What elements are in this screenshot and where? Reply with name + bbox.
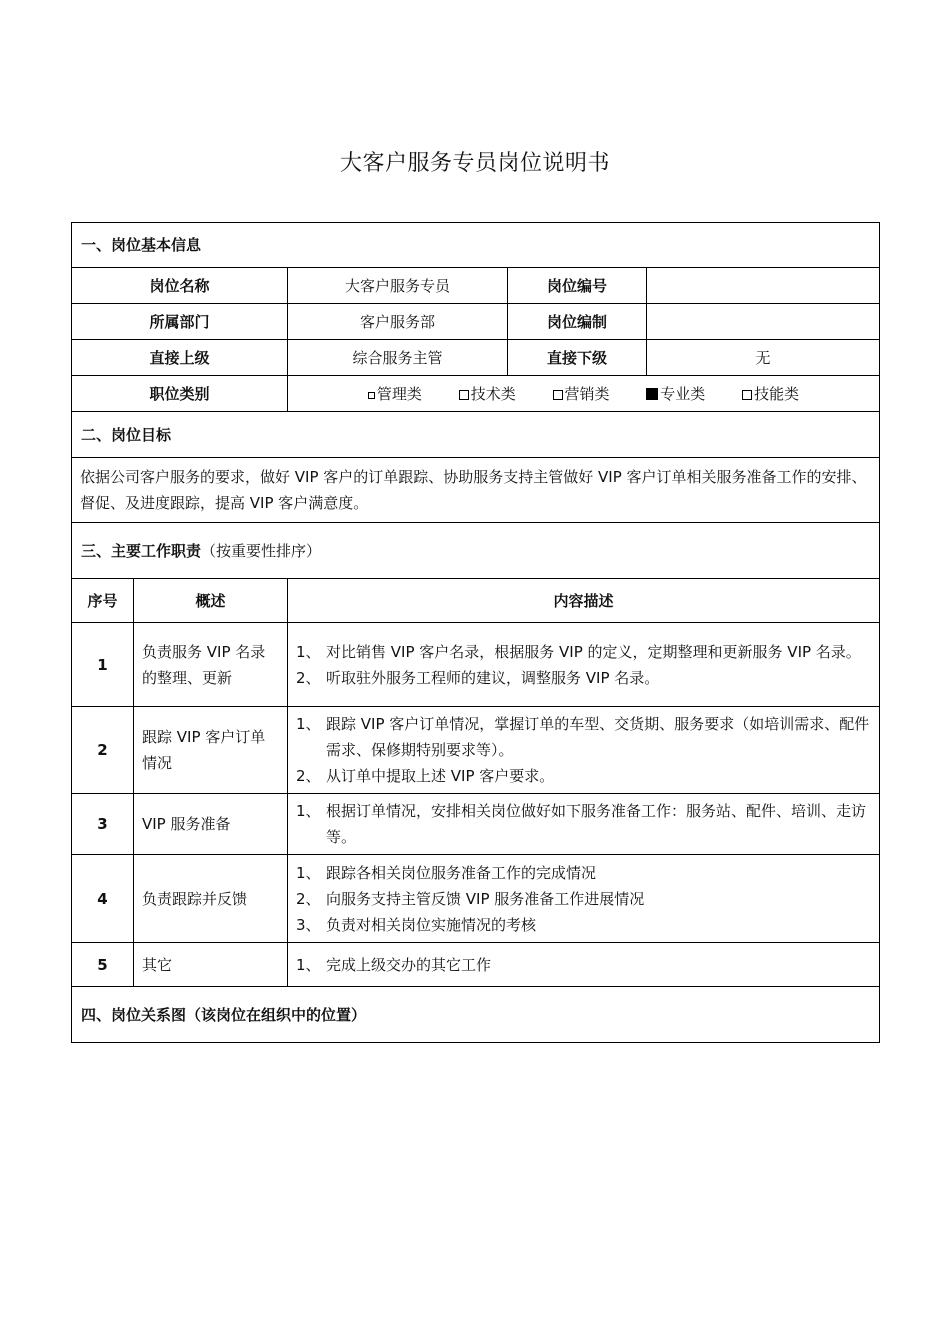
item-number: 2、 (296, 668, 321, 687)
item-number: 1、 (296, 802, 321, 820)
field-label: 所属部门 (72, 304, 288, 340)
duty-row (72, 707, 880, 794)
field-label: 直接上级 (72, 340, 288, 376)
category-label: 管理类 (376, 384, 422, 403)
category-option[interactable] (459, 381, 516, 407)
field-label: 岗位编制 (508, 304, 647, 340)
duty-item (296, 952, 871, 978)
duty-row (72, 855, 880, 943)
section-basic-info (72, 223, 880, 268)
category-row (72, 376, 880, 412)
duty-summary: 负责服务 VIP 名录的整理、更新 (134, 623, 288, 707)
objective-text: 依据公司客户服务的要求，做好 VIP 客户的订单跟踪、协助服务支持主管做好 VIP 客户订单相关服务准备工作的安排、督促、及进度跟踪，提高 VIP 客户满意度。 (72, 458, 880, 523)
column-header: 概述 (134, 579, 288, 623)
info-row (72, 304, 880, 340)
field-value: 客户服务部 (288, 304, 508, 340)
category-option[interactable] (368, 381, 422, 407)
item-number: 3、 (296, 915, 321, 934)
duty-description (288, 943, 880, 987)
item-text: 跟踪 VIP 客户订单情况，掌握订单的车型、交货期、服务要求（如培训需求、配件需求、保修期特别要求等）。 (326, 715, 870, 759)
field-value (647, 304, 880, 340)
item-number: 1、 (296, 955, 321, 974)
item-text: 向服务支持主管反馈 VIP 服务准备工作进展情况 (326, 889, 645, 908)
duty-number: 1 (72, 623, 134, 707)
item-text: 完成上级交办的其它工作 (326, 955, 492, 974)
section-heading: 二、岗位目标 (72, 412, 880, 458)
category-option[interactable] (646, 381, 705, 407)
item-text: 从订单中提取上述 VIP 客户要求。 (326, 767, 555, 785)
category-label: 技术类 (470, 384, 516, 403)
column-header: 内容描述 (288, 579, 880, 623)
category-label: 营销类 (564, 384, 610, 403)
duty-item (296, 665, 871, 691)
duty-summary: 负责跟踪并反馈 (134, 855, 288, 943)
job-description-table (71, 222, 880, 1043)
item-number: 1、 (296, 863, 321, 882)
field-label: 职位类别 (72, 376, 288, 412)
item-number: 2、 (296, 767, 321, 785)
objective-row (72, 458, 880, 523)
section-heading: 四、岗位关系图（该岗位在组织中的位置） (72, 987, 880, 1043)
field-label: 岗位编号 (508, 268, 647, 304)
field-value: 大客户服务专员 (288, 268, 508, 304)
duty-description (288, 707, 880, 794)
checkbox-icon (742, 390, 752, 400)
item-number: 1、 (296, 642, 321, 661)
field-value (647, 268, 880, 304)
category-option[interactable] (553, 381, 610, 407)
duty-number: 4 (72, 855, 134, 943)
duty-item (296, 798, 871, 850)
section-heading-note: （按重要性排序） (201, 541, 322, 560)
duty-item (296, 763, 871, 789)
item-text: 负责对相关岗位实施情况的考核 (326, 915, 537, 934)
field-value: 综合服务主管 (288, 340, 508, 376)
duty-row (72, 623, 880, 707)
checkbox-checked-icon (646, 388, 658, 400)
field-label: 岗位名称 (72, 268, 288, 304)
section-objective (72, 412, 880, 458)
duty-item (296, 711, 871, 763)
checkbox-icon (553, 390, 563, 400)
duty-item (296, 639, 871, 665)
checkbox-icon (368, 392, 375, 399)
duty-number: 3 (72, 794, 134, 855)
duty-summary: 跟踪 VIP 客户订单情况 (134, 707, 288, 794)
section-heading-text: 三、主要工作职责 (81, 541, 202, 560)
item-text: 跟踪各相关岗位服务准备工作的完成情况 (326, 863, 597, 882)
duty-row (72, 794, 880, 855)
duty-description (288, 855, 880, 943)
category-label: 技能类 (754, 384, 800, 403)
duties-header-row (72, 579, 880, 623)
section-duties (72, 523, 880, 579)
section-heading: 一、岗位基本信息 (72, 223, 880, 268)
column-header: 序号 (72, 579, 134, 623)
checkbox-icon (459, 390, 469, 400)
duty-description (288, 794, 880, 855)
page-title: 大客户服务专员岗位说明书 (339, 151, 610, 176)
category-options (288, 376, 880, 412)
field-value: 无 (647, 340, 880, 376)
item-text: 听取驻外服务工程师的建议，调整服务 VIP 名录。 (326, 668, 660, 687)
item-number: 1、 (296, 715, 321, 733)
info-row (72, 268, 880, 304)
duty-row (72, 943, 880, 987)
duty-summary: 其它 (134, 943, 288, 987)
section-relation (72, 987, 880, 1043)
info-row (72, 340, 880, 376)
duty-description (288, 623, 880, 707)
duty-number: 5 (72, 943, 134, 987)
duty-item (296, 912, 871, 938)
duty-item (296, 860, 871, 886)
category-label: 专业类 (660, 384, 706, 403)
item-number: 2、 (296, 889, 321, 908)
duty-number: 2 (72, 707, 134, 794)
duty-summary: VIP 服务准备 (134, 794, 288, 855)
item-text: 根据订单情况，安排相关岗位做好如下服务准备工作：服务站、配件、培训、走访等。 (326, 802, 867, 846)
item-text: 对比销售 VIP 客户名录，根据服务 VIP 的定义，定期整理和更新服务 VIP 名录。 (326, 642, 861, 661)
section-heading (72, 523, 880, 579)
duty-item (296, 886, 871, 912)
field-label: 直接下级 (508, 340, 647, 376)
category-option[interactable] (742, 381, 799, 407)
